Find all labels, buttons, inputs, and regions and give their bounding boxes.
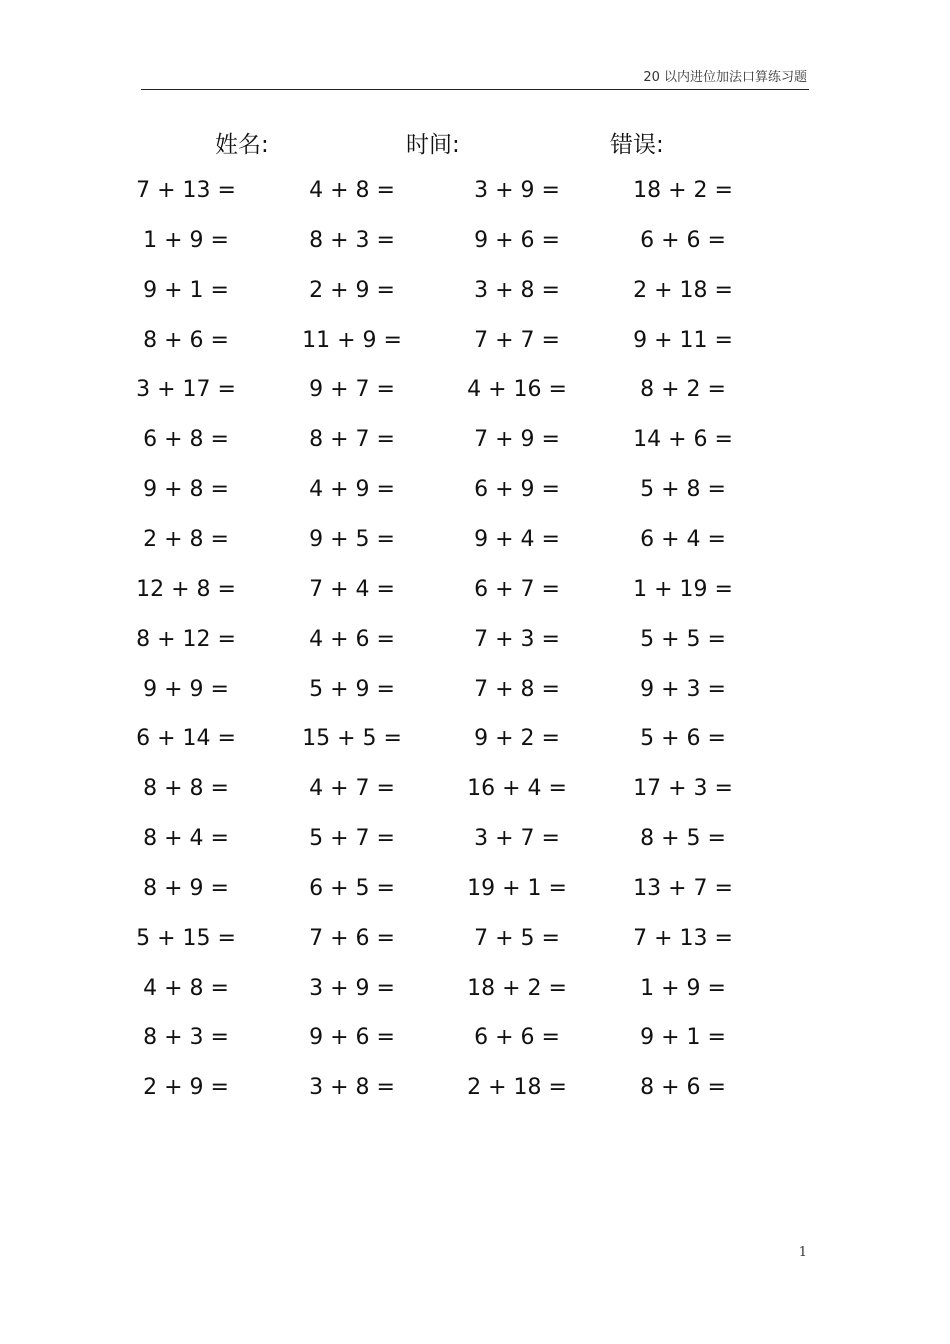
problem-item: 12 + 8 = (136, 576, 236, 602)
problem-item: 9 + 7 = (309, 377, 395, 403)
problem-item: 9 + 2 = (474, 726, 560, 752)
problem-item: 7 + 8 = (474, 676, 560, 702)
problem-item: 6 + 6 = (640, 227, 726, 253)
problem-item: 5 + 8 = (640, 477, 726, 503)
problem-item: 15 + 5 = (302, 726, 402, 752)
problem-item: 2 + 9 = (309, 277, 395, 303)
problem-item: 2 + 18 = (633, 277, 733, 303)
problem-item: 7 + 13 = (633, 925, 733, 951)
problem-item: 5 + 9 = (309, 676, 395, 702)
problem-item: 9 + 1 = (640, 1025, 726, 1051)
problem-item: 19 + 1 = (467, 875, 567, 901)
problem-item: 9 + 3 = (640, 676, 726, 702)
problem-item: 18 + 2 = (633, 178, 733, 203)
problem-item: 3 + 7 = (474, 826, 560, 852)
problem-item: 4 + 9 = (309, 477, 395, 503)
errors-label: 错误: (610, 132, 664, 158)
problem-item: 5 + 15 = (136, 925, 236, 951)
problem-item: 5 + 5 = (640, 626, 726, 652)
problem-item: 7 + 3 = (474, 626, 560, 652)
problem-item: 4 + 8 = (143, 975, 229, 1001)
problem-item: 18 + 2 = (467, 975, 567, 1001)
header-title: 20 以内进位加法口算练习题 (643, 70, 807, 85)
problem-item: 6 + 7 = (474, 576, 560, 602)
problem-item: 7 + 13 = (136, 178, 236, 203)
problem-item: 9 + 5 = (309, 526, 395, 552)
problem-item: 6 + 14 = (136, 726, 236, 752)
problem-item: 9 + 1 = (143, 277, 229, 303)
problem-item: 2 + 18 = (467, 1075, 567, 1101)
problem-item: 3 + 8 = (309, 1075, 395, 1101)
problem-item: 2 + 9 = (143, 1075, 229, 1101)
problem-item: 5 + 7 = (309, 826, 395, 852)
problem-item: 11 + 9 = (302, 327, 402, 353)
problem-item: 16 + 4 = (467, 776, 567, 802)
problem-item: 9 + 6 = (474, 227, 560, 253)
page-number: 1 (798, 1245, 807, 1260)
problem-item: 3 + 9 = (474, 178, 560, 203)
problem-item: 8 + 3 = (309, 227, 395, 253)
problem-item: 13 + 7 = (633, 875, 733, 901)
problem-item: 9 + 8 = (143, 477, 229, 503)
problem-item: 7 + 4 = (309, 576, 395, 602)
problem-item: 8 + 6 = (143, 327, 229, 353)
problem-item: 7 + 5 = (474, 925, 560, 951)
problem-item: 8 + 8 = (143, 776, 229, 802)
problem-item: 8 + 4 = (143, 826, 229, 852)
name-label: 姓名: (215, 132, 269, 158)
problem-item: 14 + 6 = (633, 427, 733, 453)
problem-item: 8 + 9 = (143, 875, 229, 901)
problem-item: 4 + 7 = (309, 776, 395, 802)
problem-item: 1 + 9 = (640, 975, 726, 1001)
problem-item: 2 + 8 = (143, 526, 229, 552)
problem-item: 5 + 6 = (640, 726, 726, 752)
problem-item: 6 + 4 = (640, 526, 726, 552)
time-label: 时间: (406, 132, 460, 158)
problem-item: 8 + 6 = (640, 1075, 726, 1101)
problem-item: 9 + 6 = (309, 1025, 395, 1051)
problem-item: 4 + 16 = (467, 377, 567, 403)
problem-item: 4 + 8 = (309, 178, 395, 203)
problem-item: 8 + 12 = (136, 626, 236, 652)
problem-item: 1 + 19 = (633, 576, 733, 602)
problem-item: 6 + 5 = (309, 875, 395, 901)
problem-item: 17 + 3 = (633, 776, 733, 802)
problem-item: 3 + 9 = (309, 975, 395, 1001)
problem-item: 6 + 9 = (474, 477, 560, 503)
problem-item: 7 + 7 = (474, 327, 560, 353)
problem-item: 8 + 3 = (143, 1025, 229, 1051)
problem-item: 9 + 11 = (633, 327, 733, 353)
problem-item: 3 + 17 = (136, 377, 236, 403)
problem-item: 4 + 6 = (309, 626, 395, 652)
problem-item: 8 + 5 = (640, 826, 726, 852)
problem-item: 9 + 4 = (474, 526, 560, 552)
problem-item: 9 + 9 = (143, 676, 229, 702)
problem-item: 8 + 2 = (640, 377, 726, 403)
problem-item: 1 + 9 = (143, 227, 229, 253)
problem-item: 6 + 8 = (143, 427, 229, 453)
problem-item: 8 + 7 = (309, 427, 395, 453)
problem-item: 3 + 8 = (474, 277, 560, 303)
problem-item: 7 + 6 = (309, 925, 395, 951)
problem-item: 6 + 6 = (474, 1025, 560, 1051)
problem-item: 7 + 9 = (474, 427, 560, 453)
